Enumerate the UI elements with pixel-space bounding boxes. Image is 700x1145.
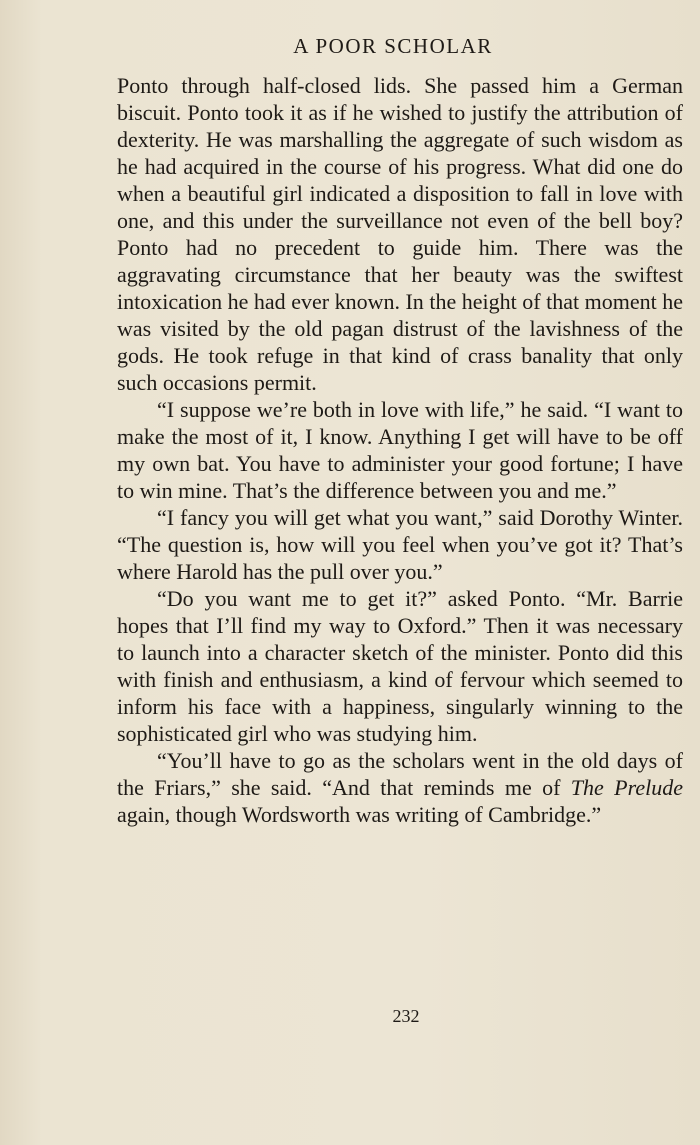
paragraph-text: “I fancy you will get what you want,” said Dorothy Winter. “The question is, how will you feel when you’ve got it? That’s where Harold has the pull over you.” [117, 505, 683, 584]
paragraph [117, 585, 683, 747]
running-head: A POOR SCHOLAR [293, 34, 493, 58]
paragraph [117, 747, 683, 828]
paragraph [117, 396, 683, 504]
paragraph-text: Ponto through half-closed lids. She passed him a German biscuit. Ponto took it as if he wished to justify the attribution of dexterity. He was marshalling the aggregate of such wisdom as he had acquired in the course of his progress. What did one do when a beautiful girl indicated a disposition to fall in love with one, and this under the surveillance not even of the bell boy? Ponto had no precedent to guide him. There was the aggravating circumstance that her beauty was the swiftest intoxication he had ever known. In the height of that moment he was visited by the old pagan distrust of the lavishness of the gods. He took refuge in that kind of crass banality that only such occasions permit. [117, 73, 683, 395]
body-text [117, 72, 683, 828]
italic-title: The Prelude [570, 775, 683, 800]
page-number: 232 [392, 1006, 420, 1026]
paragraph-text: “Do you want me to get it?” asked Ponto. “Mr. Barrie hopes that I’ll find my way to Oxford.” Then it was necessary to launch into a character sketch of the minister. Ponto did this with finish and enthusiasm, a kind of fervour which seemed to inform his face with a happiness, singularly winning to the sophisticated girl who was studying him. [117, 586, 683, 746]
paragraph [117, 504, 683, 585]
paragraph-text: “I suppose we’re both in love with life,” he said. “I want to make the most of it, I know. Anything I get will have to be off my own bat. You have to administer your good fortune; I have to win mine. That’s the difference between you and me.” [117, 397, 683, 503]
paragraph-text: again, though Wordsworth was writing of Cambridge.” [117, 802, 602, 827]
paragraph-text: “You’ll have to go as the scholars went in the old days of the Friars,” she said. “And that reminds me of [117, 748, 683, 800]
paragraph [117, 72, 683, 396]
